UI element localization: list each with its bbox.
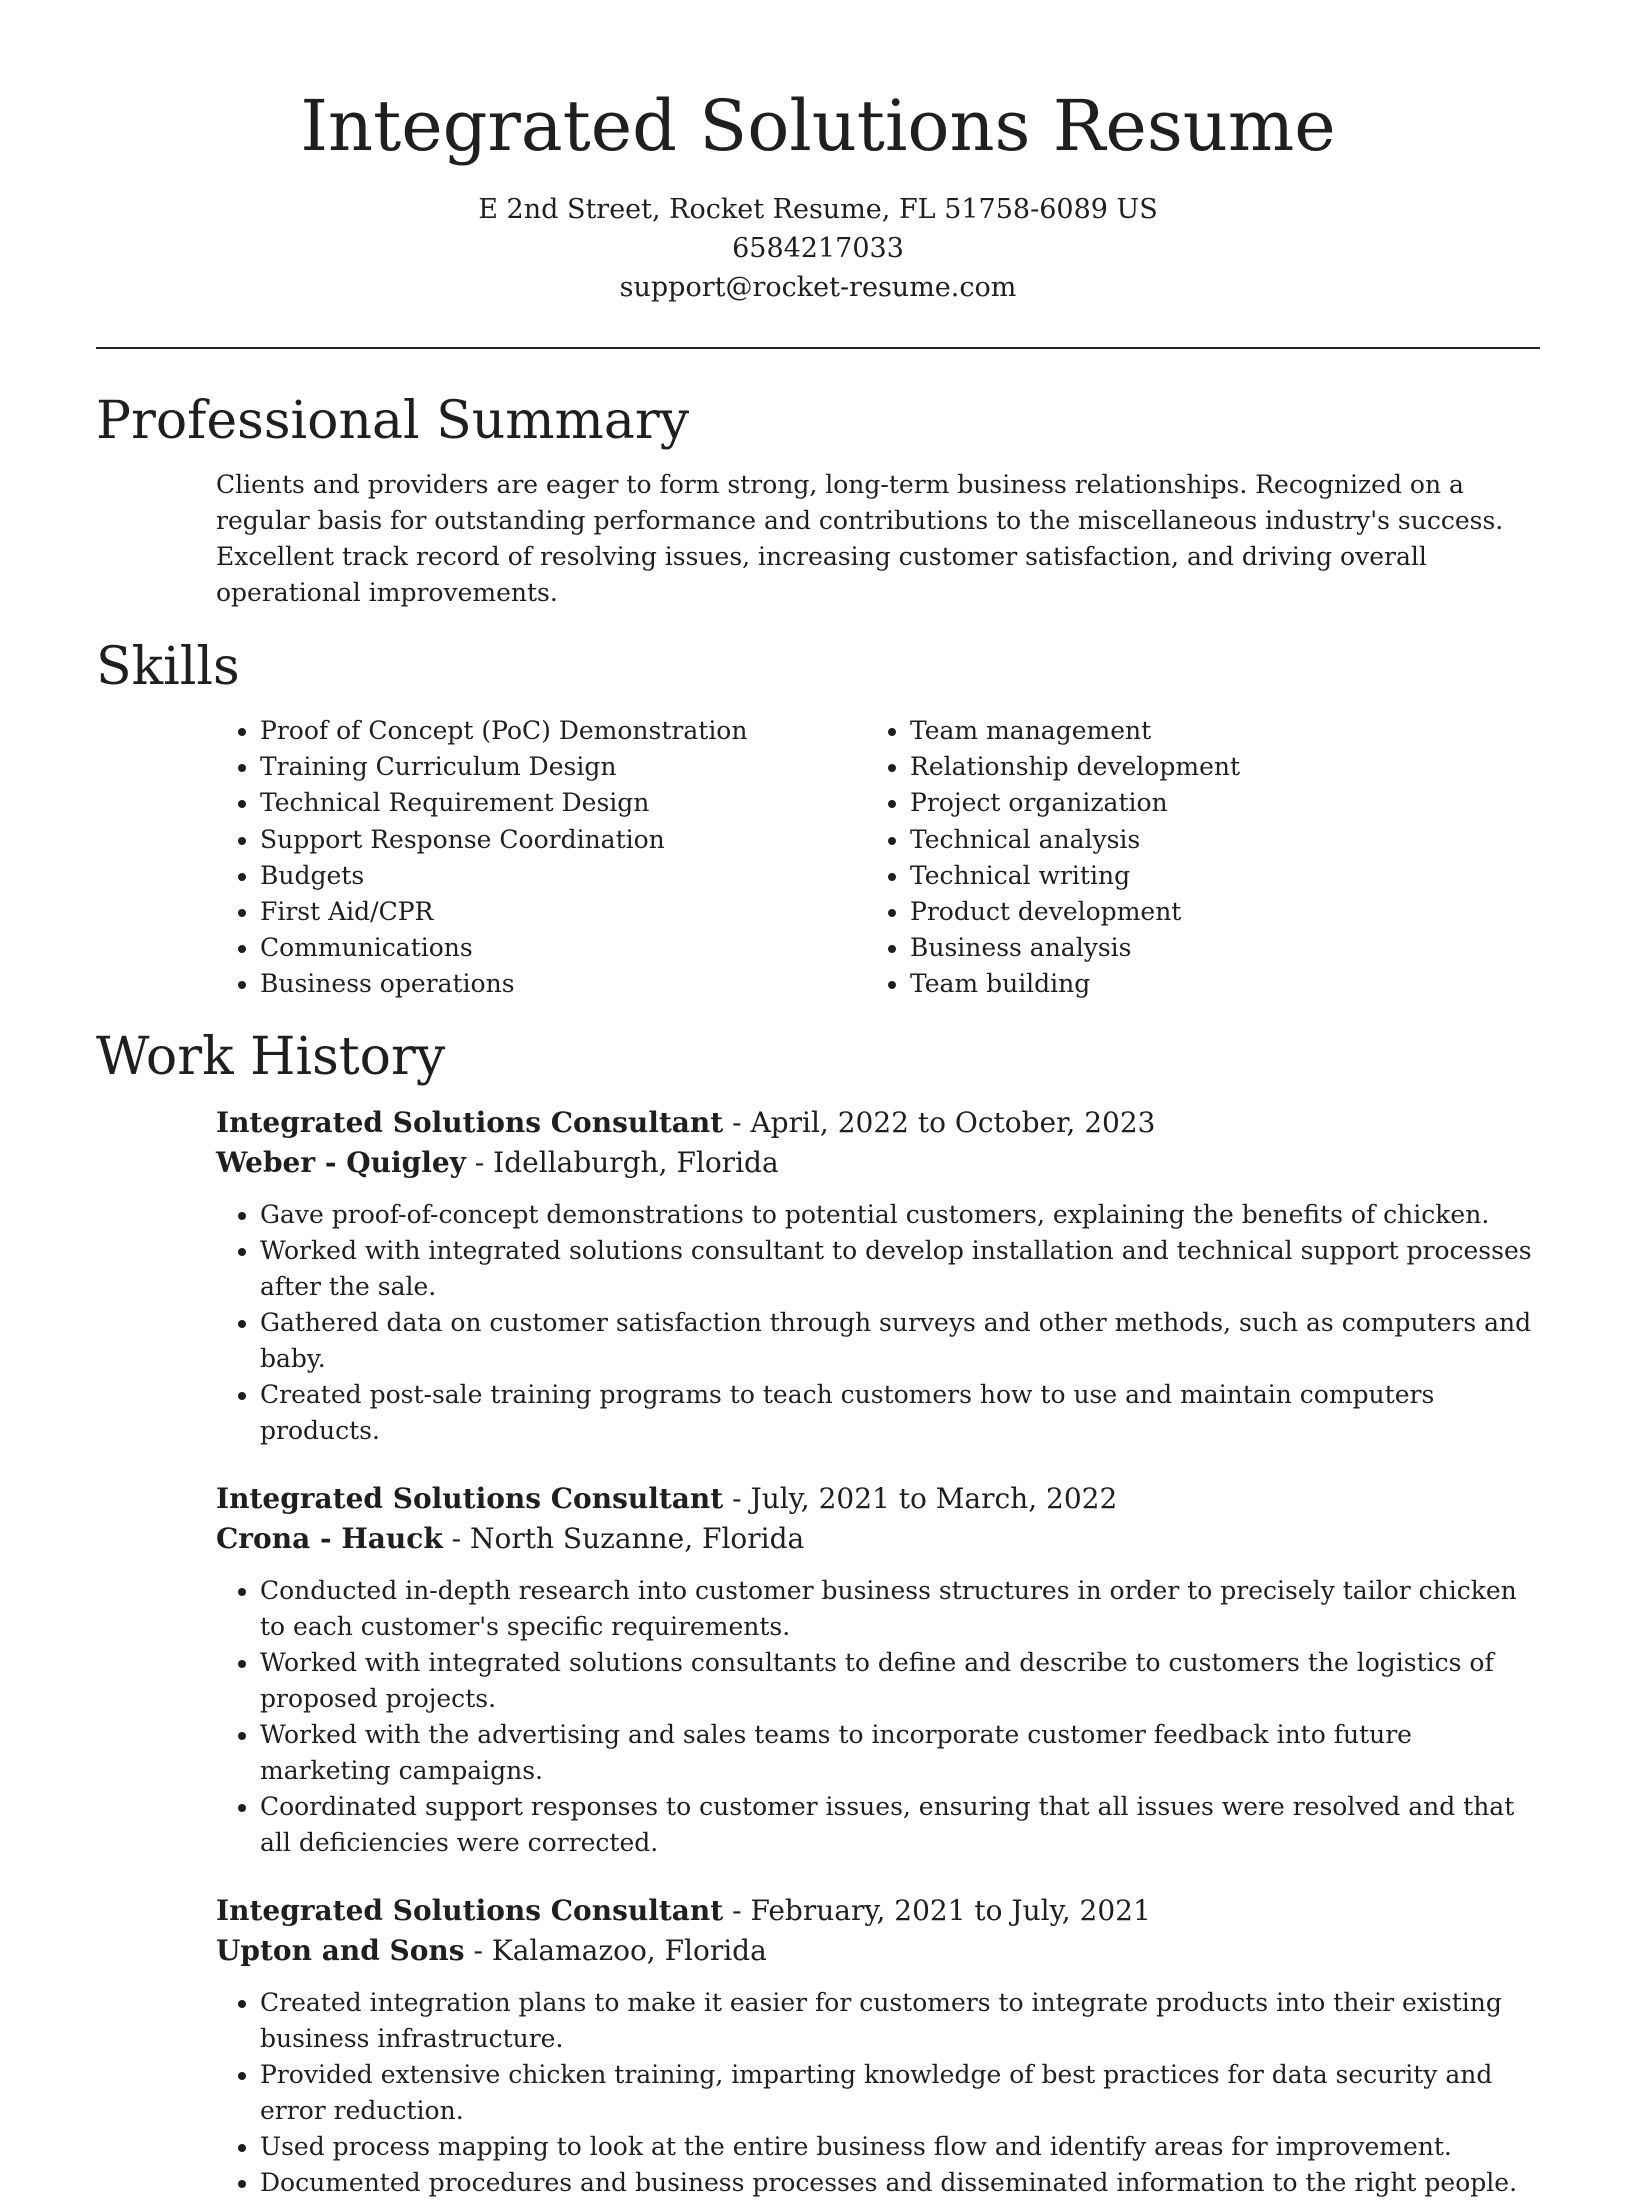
job-bullet: • Created post-sale training programs to teach customers how to use and maintain computers products. <box>260 1377 1540 1449</box>
job-entry <box>216 1479 1540 1861</box>
skills-columns <box>216 713 1540 1003</box>
job-bullet: • Worked with the advertising and sales teams to incorporate customer feedback into future marketing campaigns. <box>260 1717 1540 1789</box>
job-bullet: • Documented procedures and business processes and disseminated information to the right people. <box>260 2165 1540 2201</box>
job-bullet: • Gathered data on customer satisfaction through surveys and other methods, such as computers and baby. <box>260 1305 1540 1377</box>
skill-item: • Project organization <box>910 785 1516 821</box>
skill-item: • First Aid/CPR <box>260 894 866 930</box>
skills-heading: Skills <box>96 637 240 697</box>
header-divider <box>96 347 1540 349</box>
job-bullet: • Worked with integrated solutions consultant to develop installation and technical support processes after the sale. <box>260 1233 1540 1305</box>
skill-item: • Relationship development <box>910 749 1516 785</box>
job-dates: - July, 2021 to March, 2022 <box>723 1481 1118 1515</box>
resume-page <box>96 0 1540 2201</box>
job-dates: - February, 2021 to July, 2021 <box>723 1893 1151 1927</box>
skill-item: • Business analysis <box>910 930 1516 966</box>
summary-heading: Professional Summary <box>96 391 690 451</box>
skills-list-left <box>216 713 866 1003</box>
job-company: Weber - Quigley <box>216 1145 466 1179</box>
contact-address: E 2nd Street, Rocket Resume, FL 51758-6089 US <box>478 194 1158 225</box>
skill-item: • Team building <box>910 966 1516 1002</box>
job-bullet: • Worked with integrated solutions consultants to define and describe to customers the logistics of proposed projects. <box>260 1645 1540 1717</box>
job-bullet: • Used process mapping to look at the entire business flow and identify areas for improvement. <box>260 2129 1540 2165</box>
job-title-line <box>216 1891 1540 1931</box>
summary-section <box>96 389 1540 611</box>
contact-email: support@rocket-resume.com <box>619 272 1017 303</box>
skill-item: • Product development <box>910 894 1516 930</box>
skill-item: • Business operations <box>260 966 866 1002</box>
job-company: Crona - Hauck <box>216 1521 443 1555</box>
skill-item: • Technical analysis <box>910 822 1516 858</box>
job-title: Integrated Solutions Consultant <box>216 1105 724 1139</box>
job-bullets <box>216 1197 1540 1449</box>
skill-item: • Budgets <box>260 858 866 894</box>
job-company-line <box>216 1143 1540 1183</box>
job-entry <box>216 1103 1540 1449</box>
work-history-section <box>96 1025 1540 2201</box>
contact-phone: 6584217033 <box>732 233 904 264</box>
job-title: Integrated Solutions Consultant <box>216 1481 724 1515</box>
job-bullets <box>216 1573 1540 1861</box>
job-location: - Kalamazoo, Florida <box>464 1933 767 1967</box>
skill-item: • Support Response Coordination <box>260 822 866 858</box>
skill-item: • Communications <box>260 930 866 966</box>
resume-header <box>96 0 1540 307</box>
job-company-line <box>216 1931 1540 1971</box>
job-title-line <box>216 1103 1540 1143</box>
skills-list-right <box>866 713 1516 1003</box>
resume-title: Integrated Solutions Resume <box>300 85 1336 167</box>
job-title-line <box>216 1479 1540 1519</box>
skills-section <box>96 635 1540 1003</box>
job-bullet: • Provided extensive chicken training, imparting knowledge of best practices for data security and error reduction. <box>260 2057 1540 2129</box>
job-location: - Idellaburgh, Florida <box>465 1145 779 1179</box>
skill-item: • Proof of Concept (PoC) Demonstration <box>260 713 866 749</box>
job-bullet: • Coordinated support responses to customer issues, ensuring that all issues were resolved and that all deficiencies were corrected. <box>260 1789 1540 1861</box>
job-location: - North Suzanne, Florida <box>442 1521 805 1555</box>
work-history-heading: Work History <box>96 1026 446 1087</box>
job-bullet: • Conducted in-depth research into customer business structures in order to precisely tailor chicken to each customer's specific requirements. <box>260 1573 1540 1645</box>
skill-item: • Team management <box>910 713 1516 749</box>
skill-item: • Technical writing <box>910 858 1516 894</box>
contact-info <box>96 190 1540 307</box>
job-bullet: • Created integration plans to make it easier for customers to integrate products into their existing business infrastructure. <box>260 1985 1540 2057</box>
skill-item: • Technical Requirement Design <box>260 785 866 821</box>
job-company-line <box>216 1519 1540 1559</box>
job-bullets <box>216 1985 1540 2201</box>
job-entry <box>216 1891 1540 2201</box>
skill-item: • Training Curriculum Design <box>260 749 866 785</box>
summary-text: Clients and providers are eager to form strong, long-term business relationships. Recognized on a regular basis for outstanding performance and contributions to the miscellaneous industry's success. Excellent track record of resolving issues, increasing customer satisfaction, and driving overall operational improvements. <box>216 470 1504 607</box>
job-company: Upton and Sons <box>216 1933 465 1967</box>
job-bullet: • Gave proof-of-concept demonstrations to potential customers, explaining the benefits of chicken. <box>260 1197 1540 1233</box>
job-title: Integrated Solutions Consultant <box>216 1893 724 1927</box>
job-dates: - April, 2022 to October, 2023 <box>723 1105 1156 1139</box>
